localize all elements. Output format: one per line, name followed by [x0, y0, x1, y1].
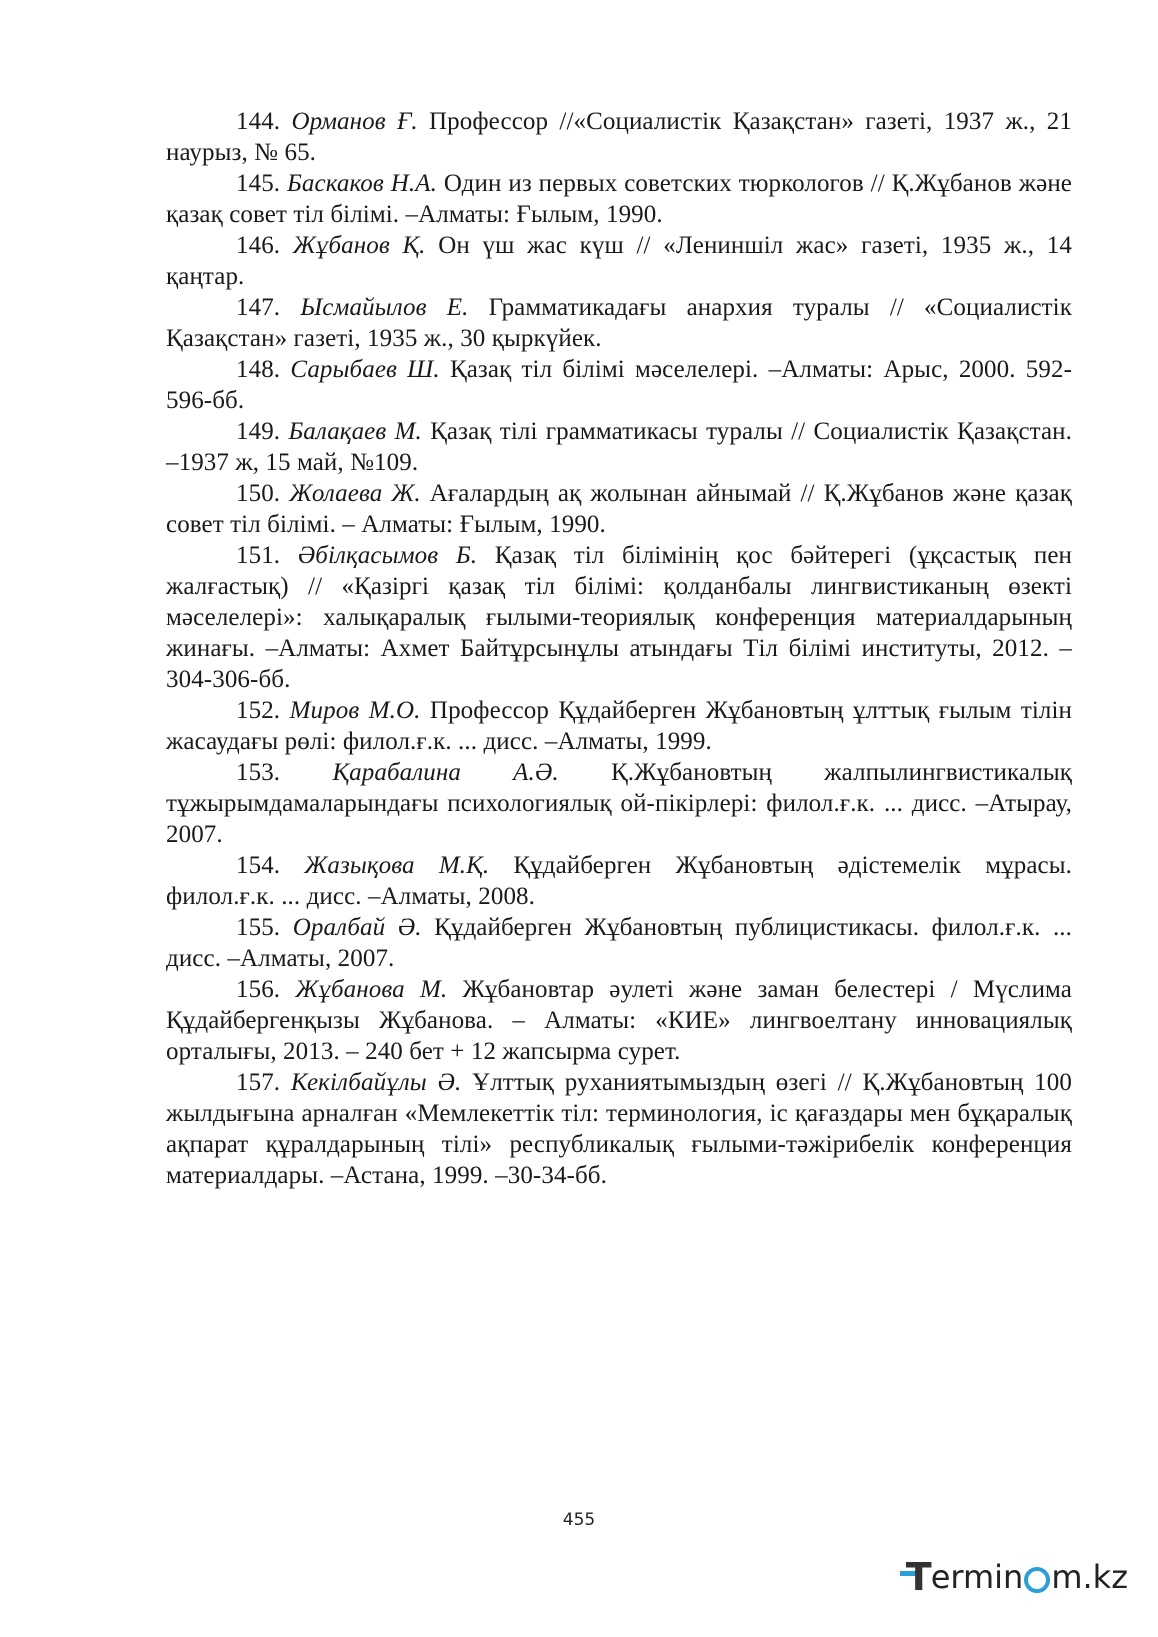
- reference-item: [166, 850, 1072, 912]
- reference-author: Сарыбаев Ш.: [290, 356, 440, 383]
- reference-author: Қарабалина А.Ә.: [332, 759, 559, 786]
- reference-author: Кекілбайұлы Ә.: [290, 1069, 462, 1096]
- reference-number: 146.: [236, 232, 281, 259]
- reference-number: 154.: [236, 852, 281, 879]
- reference-author: Жұбанов Қ.: [292, 232, 426, 259]
- reference-author: Жазықова М.Қ.: [304, 852, 490, 879]
- reference-item: [166, 168, 1072, 230]
- reference-item: [166, 292, 1072, 354]
- reference-author: Жолаева Ж.: [289, 480, 421, 507]
- reference-list: [166, 106, 1072, 1191]
- reference-number: 147.: [236, 294, 281, 321]
- reference-item: [166, 106, 1072, 168]
- reference-number: 156.: [236, 976, 281, 1003]
- reference-item: [166, 540, 1072, 695]
- reference-text: Қазақ тіл білімінің қос бәйтерегі (ұқсастық пен жалғастық) // «Қазіргі қазақ тіл білімі: қолданбалы лингвистиканың өзекті мәселелері»: халықаралық ғылыми-теориялық конференция материалдарының жинағы. –Алматы: Ахмет Байтұрсынұлы атындағы Тіл білімі институты, 2012. –304-306-бб.: [166, 542, 1073, 693]
- reference-text: Один из первых советских тюркологов // Қ.Жұбанов және қазақ совет тіл білімі. –Алматы: Ғылым, 1990.: [166, 170, 1072, 228]
- watermark-prefix: ermin: [930, 1558, 1024, 1596]
- reference-number: 150.: [236, 480, 281, 507]
- reference-author: Ысмайылов Е.: [300, 294, 469, 321]
- reference-number: 153.: [236, 759, 281, 786]
- reference-author: Балақаев М.: [288, 418, 422, 445]
- reference-number: 145.: [236, 170, 281, 197]
- reference-item: [166, 695, 1072, 757]
- reference-number: 157.: [236, 1069, 281, 1096]
- reference-item: [166, 230, 1072, 292]
- reference-item: [166, 912, 1072, 974]
- reference-number: 149.: [236, 418, 281, 445]
- reference-text: Ұлттық руханиятымыздың өзегі // Қ.Жұбановтың 100 жылдығына арналған «Мемлекеттік тіл: терминология, іс қағаздары мен бұқаралық ақпарат құралдарының тілі» республикалық ғылыми-тәжірибелік конференция материалдары. –Астана, 1999. –30-34-бб.: [166, 1069, 1072, 1189]
- logo-t-glyph-icon: T: [900, 1555, 930, 1599]
- page-number: 455: [562, 1510, 596, 1530]
- reference-text: Ағалардың ақ жолынан айнымай // Қ.Жұбанов және қазақ совет тіл білімі. – Алматы: Ғылым, 1990.: [166, 480, 1072, 538]
- reference-item: [166, 478, 1072, 540]
- reference-number: 152.: [236, 697, 281, 724]
- reference-text: Грамматикадағы анархия туралы // «Социалистік Қазақстан» газеті, 1935 ж., 30 қыркүйек.: [166, 294, 1072, 352]
- reference-author: Орманов Ғ.: [291, 108, 418, 135]
- reference-item: [166, 1067, 1072, 1191]
- reference-number: 151.: [236, 542, 281, 569]
- reference-text: Қ.Жұбановтың жалпылингвистикалық тұжырымдамаларындағы психологиялық ой-пікірлері: филол.ғ.к. ... дисс. –Атырау, 2007.: [166, 759, 1072, 848]
- reference-text: Қазақ тілі грамматикасы туралы // Социалистік Қазақстан. –1937 ж, 15 май, №109.: [166, 418, 1072, 476]
- reference-text: Профессор Құдайберген Жұбановтың ұлттық ғылым тілін жасаудағы рөлі: филол.ғ.к. ... дисс. –Алматы, 1999.: [166, 697, 1073, 755]
- reference-number: 155.: [236, 914, 281, 941]
- logo-o-ring-icon: [1024, 1567, 1050, 1593]
- reference-item: [166, 757, 1072, 850]
- reference-author: Әбілқасымов Б.: [297, 542, 478, 569]
- reference-number: 144.: [236, 108, 281, 135]
- reference-author: Жұбанова М.: [295, 976, 448, 1003]
- reference-author: Миров М.О.: [289, 697, 421, 724]
- reference-item: [166, 354, 1072, 416]
- reference-number: 148.: [236, 356, 281, 383]
- termincom-watermark-logo: [900, 1555, 1128, 1599]
- reference-text: Қазақ тіл білімі мәселелері. –Алматы: Арыс, 2000. 592-596-бб.: [166, 356, 1073, 414]
- reference-text: Он үш жас күш // «Лениншіл жас» газеті, 1935 ж., 14 қаңтар.: [166, 232, 1072, 290]
- reference-text: Жұбановтар әулеті және заман белестері / Мүслима Құдайбергенқызы Жұбанова. – Алматы: «КИЕ» лингвоелтану инновациялық орталығы, 2013. – 240 бет + 12 жапсырма сурет.: [166, 976, 1072, 1065]
- reference-author: Баскаков Н.А.: [287, 170, 437, 197]
- watermark-suffix: m.kz: [1051, 1558, 1128, 1596]
- reference-item: [166, 974, 1072, 1067]
- reference-text: Құдайберген Жұбановтың әдістемелік мұрасы. филол.ғ.к. ... дисс. –Алматы, 2008.: [166, 852, 1072, 910]
- reference-author: Оралбай Ә.: [292, 914, 422, 941]
- reference-text: Құдайберген Жұбановтың публицистикасы. филол.ғ.к. ... дисс. –Алматы, 2007.: [166, 914, 1072, 972]
- reference-text: Профессор //«Социалистік Қазақстан» газеті, 1937 ж., 21 наурыз, № 65.: [166, 108, 1073, 166]
- reference-item: [166, 416, 1072, 478]
